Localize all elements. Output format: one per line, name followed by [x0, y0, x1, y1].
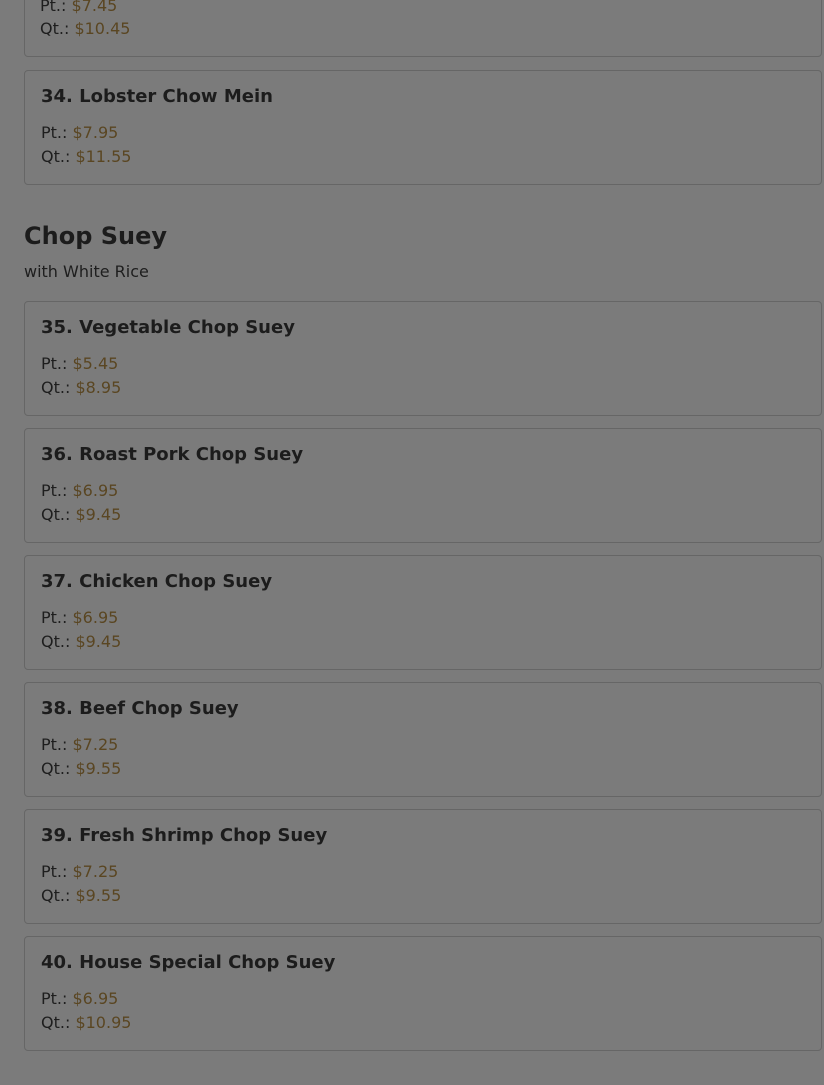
menu-item-card[interactable]: [24, 70, 822, 185]
quart-label: Qt.:: [41, 886, 71, 905]
quart-price-line: [41, 378, 121, 397]
quart-price-line: [41, 505, 121, 524]
quart-price-line: [41, 1013, 131, 1032]
quart-price-line: [40, 19, 130, 38]
menu-item-card-partial[interactable]: [24, 0, 822, 57]
pint-label: Pt.:: [41, 862, 68, 881]
quart-price: $9.55: [75, 759, 122, 778]
pint-price: $6.95: [72, 481, 119, 500]
pint-label: Pt.:: [41, 354, 68, 373]
quart-label: Qt.:: [41, 759, 71, 778]
pint-price: $6.95: [72, 608, 119, 627]
menu-item-name: 40. House Special Chop Suey: [41, 952, 336, 973]
menu-item-name: 35. Vegetable Chop Suey: [41, 317, 295, 338]
section-title: Chop Suey: [24, 222, 168, 250]
pint-label: Pt.:: [41, 123, 68, 142]
quart-label: Qt.:: [41, 1013, 71, 1032]
menu-item-card[interactable]: [24, 428, 822, 543]
menu-item-card[interactable]: [24, 682, 822, 797]
quart-label: Qt.:: [41, 378, 71, 397]
menu-item-name: 34. Lobster Chow Mein: [41, 86, 273, 107]
quart-price-line: [41, 147, 131, 166]
quart-price: $9.45: [75, 505, 122, 524]
menu-item-card[interactable]: [24, 936, 822, 1051]
menu-item-card[interactable]: [24, 555, 822, 670]
pint-price: $7.95: [72, 123, 119, 142]
pint-label: Pt.:: [41, 735, 68, 754]
pint-label: Pt.:: [41, 989, 68, 1008]
pint-price-line: [41, 735, 118, 754]
quart-label: Qt.:: [41, 632, 71, 651]
menu-item-name: 38. Beef Chop Suey: [41, 698, 239, 719]
menu-item-card[interactable]: [24, 809, 822, 924]
pint-price: $6.95: [72, 989, 119, 1008]
quart-price: $10.95: [75, 1013, 132, 1032]
quart-label: Qt.:: [40, 19, 70, 38]
pint-price-line: [41, 354, 118, 373]
pint-price-line: [41, 862, 118, 881]
pint-label: Pt.:: [41, 608, 68, 627]
quart-price: $10.45: [74, 19, 131, 38]
quart-price: $9.45: [75, 632, 122, 651]
pint-price-line: [41, 608, 118, 627]
pint-price: $7.45: [71, 0, 118, 15]
pint-price-line: [41, 481, 118, 500]
pint-price-line: [41, 989, 118, 1008]
menu-item-card[interactable]: [24, 301, 822, 416]
quart-price: $9.55: [75, 886, 122, 905]
quart-label: Qt.:: [41, 147, 71, 166]
menu-item-name: 39. Fresh Shrimp Chop Suey: [41, 825, 328, 846]
quart-price-line: [41, 759, 121, 778]
pint-label: Pt.:: [40, 0, 67, 15]
quart-price: $11.55: [75, 147, 132, 166]
pint-label: Pt.:: [41, 481, 68, 500]
pint-price: $7.25: [72, 862, 119, 881]
quart-price-line: [41, 632, 121, 651]
pint-price-line: [41, 123, 118, 142]
quart-price: $8.95: [75, 378, 122, 397]
quart-price-line: [41, 886, 121, 905]
quart-label: Qt.:: [41, 505, 71, 524]
pint-price-line: [40, 0, 117, 15]
pint-price: $7.25: [72, 735, 119, 754]
menu-item-name: 36. Roast Pork Chop Suey: [41, 444, 304, 465]
section-subtitle: with White Rice: [24, 262, 149, 281]
pint-price: $5.45: [72, 354, 119, 373]
menu-item-name: 37. Chicken Chop Suey: [41, 571, 273, 592]
